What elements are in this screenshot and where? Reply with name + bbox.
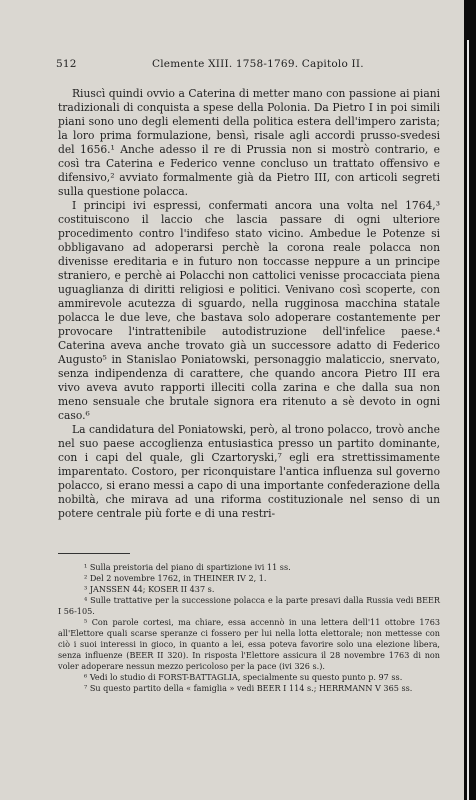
running-title: Clemente XIII. 1758-1769. Capitolo II. (152, 58, 364, 70)
body-text (58, 87, 440, 521)
paragraph-2: I principi ivi espressi, confermati ancora una volta nel 1764,³ costituiscono il laccio che lascia passare di ogni ulteriore procedimento contro l'indifeso stato vicino. Ambedue le Potenze si obbligavano ad adoperarsi perchè la corona reale polacca non divenisse ereditaria e in futuro non toccasse neppure a un principe straniero, e perchè ai Polacchi non cattolici venisse procacciata piena uguaglianza di diritti religiosi e politici. Venivano così scoperte, con ammirevole acutezza di sguardo, nella rugginosa macchina statale polacca le due leve, che bastava solo adoperare costantemente per provocare l'intrattenibile autodistruzione dell'infelice paese.⁴ Caterina aveva anche trovato già un successore adatto di Federico Augusto⁵ in Stanislao Poniatowski, personaggio malaticcio, snervato, senza indipendenza di carattere, che quando ancora Pietro III era vivo aveva avuto rapporti illeciti colla zarina e che dalla sua non meno sensuale che brutale signora era ritenuto a sè devoto in ogni caso.⁶ (58, 199, 440, 422)
footnote-3: ³ JANSSEN 44; KOSER II 437 s. (84, 584, 215, 594)
footnotes (58, 562, 440, 694)
footnote-5: ⁵ Con parole cortesi, ma chiare, essa accennò in una lettera dell'11 ottobre 1763 all'Elettore quali scarse speranze ci fossero per lui nella lotta elettorale; non mettesse con ciò i suoi interessi in gioco, in quanto a lei, essa poteva favorire solo una elezione libera, senza influenze (BEER II 320). In risposta l'Elettore assicura il 28 novembre 1763 di non voler adoperare nessun mezzo pericoloso per la pace (ivi 326 s.). (58, 617, 440, 671)
scan-edge (464, 0, 476, 800)
paragraph-1: Riuscì quindi ovvio a Caterina di metter mano con passione ai piani tradizionali di conquista a spese della Polonia. Da Pietro I in poi simili piani sono uno degli elementi della politica estera dell'impero zarista; la loro prima formulazione, bensì, risale agli accordi prusso-svedesi del 1656.¹ Anche adesso il re di Prussia non si mostrò contrario, e così tra Caterina e Federico venne concluso un trattato offensivo e difensivo,² avviato formalmente già da Pietro III, con articoli segreti sulla questione polacca. (58, 87, 440, 198)
paragraph-3: La candidatura del Poniatowski, però, al trono polacco, trovò anche nel suo paese accoglienza entusiastica presso un partito dominante, con i capi del quale, gli Czartoryski,⁷ egli era strettissimamente imparentato. Costoro, per riconquistare l'antica influenza sul governo polacco, si erano messi a capo di una importante confederazione della nobiltà, che mirava ad una riforma costituzionale nel senso di un potere centrale più forte e di una restri- (58, 423, 440, 520)
footnote-1: ¹ Sulla preistoria del piano di spartizione ivi 11 ss. (84, 562, 291, 572)
page-header (56, 58, 446, 74)
scan-edge-highlight (467, 40, 469, 800)
footnote-7: ⁷ Su questo partito della « famiglia » vedi BEER I 114 s.; HERRMANN V 365 ss. (84, 683, 413, 693)
page-number: 512 (56, 58, 77, 70)
footnote-2: ² Del 2 novembre 1762, in THEINER IV 2, 1. (84, 573, 267, 583)
footnote-6: ⁶ Vedi lo studio di FORST-BATTAGLIA, specialmente su questo punto p. 97 ss. (84, 672, 403, 682)
footnote-rule (58, 553, 130, 554)
footnote-4: ⁴ Sulle trattative per la successione polacca e la parte presavi dalla Russia vedi BEER I 56-105. (58, 595, 440, 616)
